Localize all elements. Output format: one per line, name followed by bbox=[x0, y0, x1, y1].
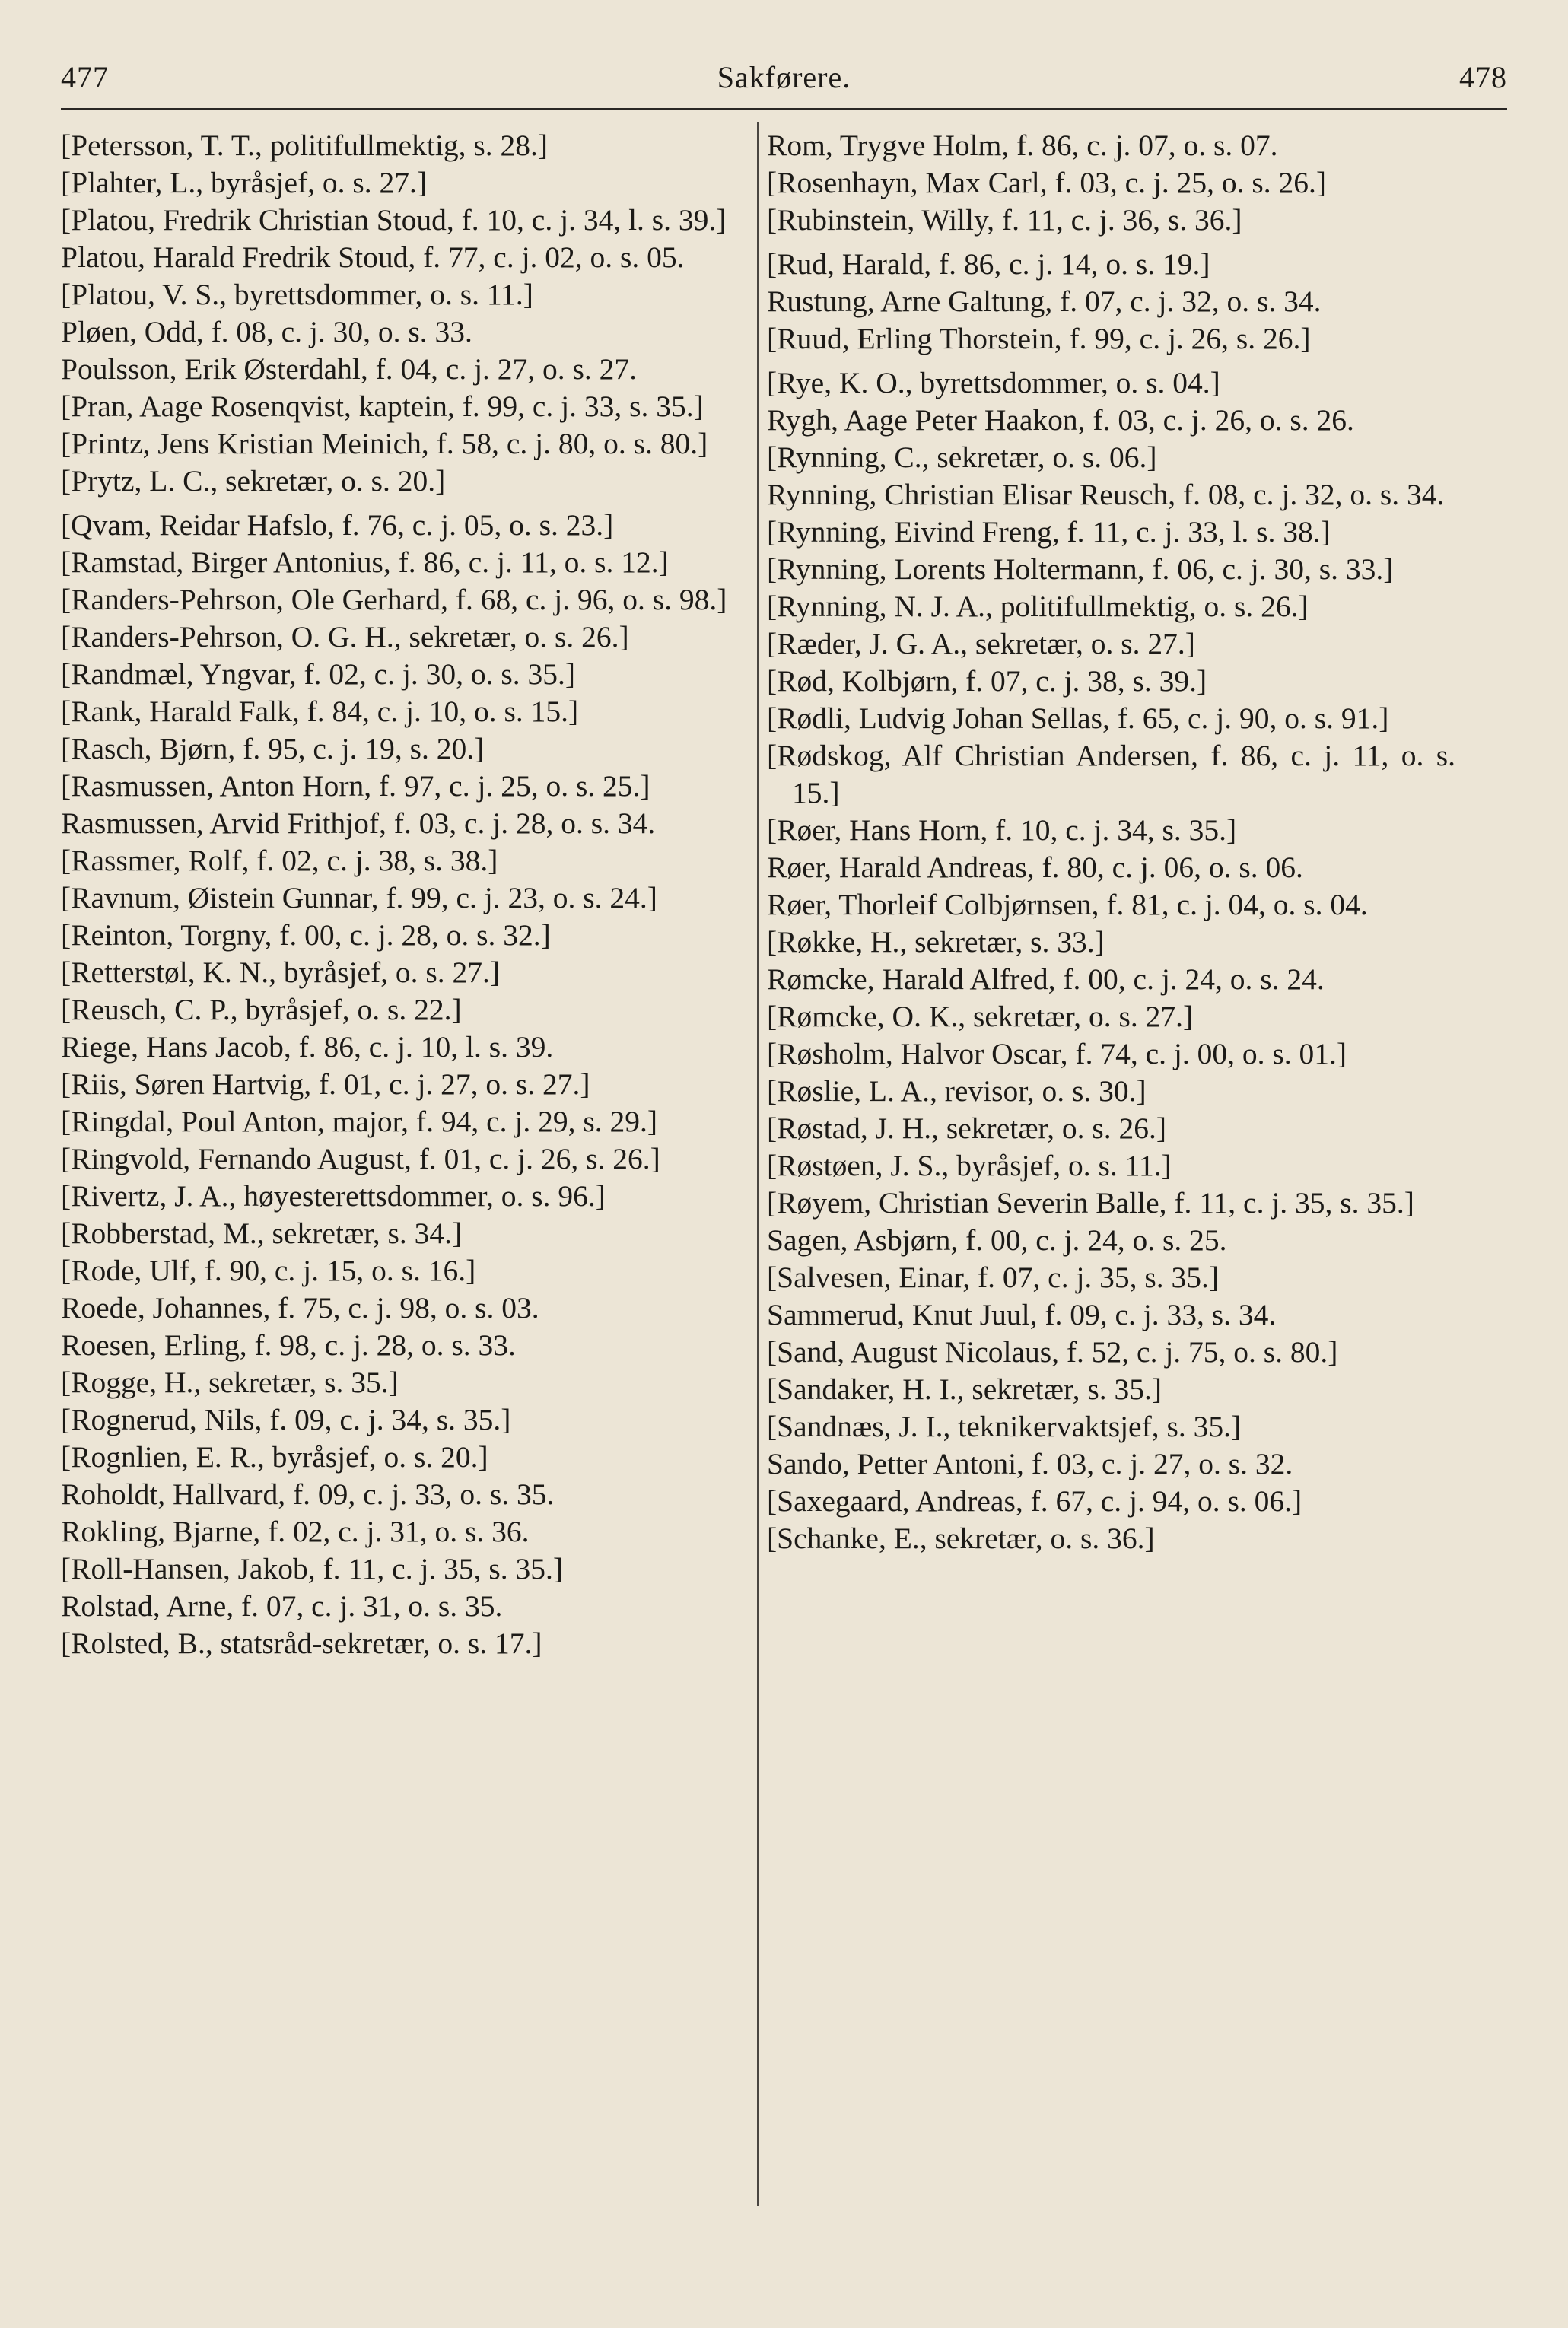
directory-entry: [Sandnæs, J. I., teknikervaktsjef, s. 35.] bbox=[767, 1410, 1242, 1443]
directory-entry: Roede, Johannes, f. 75, c. j. 98, o. s. 03. bbox=[61, 1291, 539, 1325]
directory-entry: [Rynning, N. J. A., politifullmektig, o. s. 26.] bbox=[767, 590, 1309, 623]
running-title: Sakførere. bbox=[717, 60, 851, 94]
directory-entry: [Petersson, T. T., politifullmektig, s. 28.] bbox=[61, 129, 549, 162]
page-number-left: 477 bbox=[61, 60, 109, 94]
directory-entry: Sando, Petter Antoni, f. 03, c. j. 27, o. s. 32. bbox=[767, 1447, 1293, 1480]
directory-entry: [Rassmer, Rolf, f. 02, c. j. 38, s. 38.] bbox=[61, 844, 498, 877]
directory-entry: [Robberstad, M., sekretær, s. 34.] bbox=[61, 1216, 463, 1250]
directory-entry: [Roll-Hansen, Jakob, f. 11, c. j. 35, s. 35.] bbox=[61, 1552, 564, 1585]
directory-entry: [Salvesen, Einar, f. 07, c. j. 35, s. 35.] bbox=[767, 1261, 1220, 1294]
directory-entry: [Røyem, Christian Severin Balle, f. 11, c. j. 35, s. 35.] bbox=[767, 1186, 1414, 1220]
directory-entry: [Rolsted, B., statsråd-sekretær, o. s. 17.] bbox=[61, 1627, 542, 1660]
directory-entry: [Rogge, H., sekretær, s. 35.] bbox=[61, 1366, 399, 1399]
directory-entry: [Ramstad, Birger Antonius, f. 86, c. j. 11, o. s. 12.] bbox=[61, 545, 669, 579]
directory-entry: Røer, Thorleif Colbjørnsen, f. 81, c. j. 04, o. s. 04. bbox=[767, 888, 1368, 921]
header-rule bbox=[61, 108, 1507, 110]
directory-entry: [Rognerud, Nils, f. 09, c. j. 34, s. 35.] bbox=[61, 1403, 511, 1436]
directory-entry: [Schanke, E., sekretær, o. s. 36.] bbox=[767, 1522, 1155, 1555]
directory-entry: [Røkke, H., sekretær, s. 33.] bbox=[767, 925, 1105, 959]
directory-entry: [Rivertz, J. A., høyesterettsdommer, o. s. 96.] bbox=[61, 1179, 606, 1213]
directory-entry: [Rødli, Ludvig Johan Sellas, f. 65, c. j. 90, o. s. 91.] bbox=[767, 701, 1389, 735]
directory-entry: [Retterstøl, K. N., byråsjef, o. s. 27.] bbox=[61, 956, 501, 989]
directory-entry: [Sandaker, H. I., sekretær, s. 35.] bbox=[767, 1372, 1162, 1406]
directory-entry: [Røsholm, Halvor Oscar, f. 74, c. j. 00, o. s. 01.] bbox=[767, 1037, 1347, 1070]
directory-entry: [Rye, K. O., byrettsdommer, o. s. 04.] bbox=[767, 366, 1220, 399]
directory-entry: Rygh, Aage Peter Haakon, f. 03, c. j. 26, o. s. 26. bbox=[767, 403, 1354, 437]
directory-entry: [Ringvold, Fernando August, f. 01, c. j. 26, s. 26.] bbox=[61, 1142, 660, 1175]
directory-entry: Rokling, Bjarne, f. 02, c. j. 31, o. s. 36. bbox=[61, 1515, 530, 1548]
directory-entry: Roholdt, Hallvard, f. 09, c. j. 33, o. s. 35. bbox=[61, 1477, 555, 1511]
directory-entry: [Rød, Kolbjørn, f. 07, c. j. 38, s. 39.] bbox=[767, 664, 1207, 698]
directory-entry: Rolstad, Arne, f. 07, c. j. 31, o. s. 35. bbox=[61, 1589, 503, 1623]
directory-entry: [Platou, V. S., byrettsdommer, o. s. 11.] bbox=[61, 278, 533, 311]
directory-entry: Pløen, Odd, f. 08, c. j. 30, o. s. 33. bbox=[61, 315, 472, 348]
directory-entry: [Pran, Aage Rosenqvist, kaptein, f. 99, c. j. 33, s. 35.] bbox=[61, 390, 704, 423]
directory-entry: [Sand, August Nicolaus, f. 52, c. j. 75, o. s. 80.] bbox=[767, 1335, 1338, 1369]
directory-entry: Rasmussen, Arvid Frithjof, f. 03, c. j. 28, o. s. 34. bbox=[61, 806, 656, 840]
right-column bbox=[767, 127, 1455, 1557]
directory-entry: [Ruud, Erling Thorstein, f. 99, c. j. 26, s. 26.] bbox=[767, 322, 1311, 355]
column-divider bbox=[757, 122, 759, 2206]
directory-entry: [Randmæl, Yngvar, f. 02, c. j. 30, o. s. 35.] bbox=[61, 657, 576, 691]
directory-entry: Røer, Harald Andreas, f. 80, c. j. 06, o. s. 06. bbox=[767, 851, 1303, 884]
left-column bbox=[61, 127, 749, 1662]
directory-entry: [Riis, Søren Hartvig, f. 01, c. j. 27, o. s. 27.] bbox=[61, 1067, 590, 1101]
directory-entry: [Prytz, L. C., sekretær, o. s. 20.] bbox=[61, 464, 446, 498]
directory-entry: [Reinton, Torgny, f. 00, c. j. 28, o. s. 32.] bbox=[61, 918, 551, 952]
directory-entry: [Ravnum, Øistein Gunnar, f. 99, c. j. 23, o. s. 24.] bbox=[61, 881, 657, 914]
directory-entry: [Rasch, Bjørn, f. 95, c. j. 19, s. 20.] bbox=[61, 732, 485, 765]
directory-entry: [Rode, Ulf, f. 90, c. j. 15, o. s. 16.] bbox=[61, 1254, 476, 1287]
directory-entry: [Rømcke, O. K., sekretær, o. s. 27.] bbox=[767, 1000, 1194, 1033]
directory-entry: [Rynning, C., sekretær, o. s. 06.] bbox=[767, 440, 1157, 474]
directory-entry: [Reusch, C. P., byråsjef, o. s. 22.] bbox=[61, 993, 462, 1026]
page-number-right: 478 bbox=[1459, 60, 1507, 94]
directory-entry: [Rødskog, Alf Christian Andersen, f. 86, c. j. 11, o. s. 15.] bbox=[767, 739, 1455, 809]
directory-entry: [Røer, Hans Horn, f. 10, c. j. 34, s. 35.] bbox=[767, 813, 1237, 847]
directory-entry: [Plahter, L., byråsjef, o. s. 27.] bbox=[61, 166, 428, 199]
directory-entry: Rom, Trygve Holm, f. 86, c. j. 07, o. s. 07. bbox=[767, 129, 1278, 162]
directory-entry: [Røstad, J. H., sekretær, o. s. 26.] bbox=[767, 1112, 1167, 1145]
directory-entry: Rynning, Christian Elisar Reusch, f. 08, c. j. 32, o. s. 34. bbox=[767, 478, 1445, 511]
directory-entry: [Randers-Pehrson, Ole Gerhard, f. 68, c. j. 96, o. s. 98.] bbox=[61, 583, 727, 616]
directory-entry: Riege, Hans Jacob, f. 86, c. j. 10, l. s. 39. bbox=[61, 1030, 554, 1064]
directory-entry: Roesen, Erling, f. 98, c. j. 28, o. s. 33. bbox=[61, 1328, 516, 1362]
directory-entry: [Rosenhayn, Max Carl, f. 03, c. j. 25, o. s. 26.] bbox=[767, 166, 1327, 199]
directory-entry: [Røstøen, J. S., byråsjef, o. s. 11.] bbox=[767, 1149, 1172, 1182]
directory-entry: [Randers-Pehrson, O. G. H., sekretær, o. s. 26.] bbox=[61, 620, 629, 654]
directory-entry: [Printz, Jens Kristian Meinich, f. 58, c. j. 80, o. s. 80.] bbox=[61, 427, 708, 460]
page-header bbox=[61, 55, 1507, 100]
directory-entry: [Rynning, Lorents Holtermann, f. 06, c. j. 30, s. 33.] bbox=[767, 552, 1394, 586]
directory-entry: Poulsson, Erik Østerdahl, f. 04, c. j. 27, o. s. 27. bbox=[61, 352, 638, 386]
directory-entry: [Rasmussen, Anton Horn, f. 97, c. j. 25, o. s. 25.] bbox=[61, 769, 650, 803]
directory-entry: Rømcke, Harald Alfred, f. 00, c. j. 24, o. s. 24. bbox=[767, 962, 1325, 996]
directory-entry: [Saxegaard, Andreas, f. 67, c. j. 94, o. s. 06.] bbox=[767, 1484, 1302, 1518]
directory-entry: [Rubinstein, Willy, f. 11, c. j. 36, s. 36.] bbox=[767, 203, 1242, 237]
directory-entry: [Ringdal, Poul Anton, major, f. 94, c. j. 29, s. 29.] bbox=[61, 1105, 657, 1138]
directory-entry: [Røslie, L. A., revisor, o. s. 30.] bbox=[767, 1074, 1147, 1108]
directory-entry: Rustung, Arne Galtung, f. 07, c. j. 32, o. s. 34. bbox=[767, 285, 1322, 318]
directory-entry: Sammerud, Knut Juul, f. 09, c. j. 33, s. 34. bbox=[767, 1298, 1277, 1331]
directory-entry: [Rud, Harald, f. 86, c. j. 14, o. s. 19.] bbox=[767, 247, 1210, 281]
directory-entry: [Qvam, Reidar Hafslo, f. 76, c. j. 05, o. s. 23.] bbox=[61, 508, 614, 542]
directory-entry: Platou, Harald Fredrik Stoud, f. 77, c. j. 02, o. s. 05. bbox=[61, 240, 685, 274]
directory-entry: [Rank, Harald Falk, f. 84, c. j. 10, o. s. 15.] bbox=[61, 695, 579, 728]
directory-entry: [Rognlien, E. R., byråsjef, o. s. 20.] bbox=[61, 1440, 488, 1474]
directory-entry: [Rynning, Eivind Freng, f. 11, c. j. 33, l. s. 38.] bbox=[767, 515, 1331, 549]
directory-entry: Sagen, Asbjørn, f. 00, c. j. 24, o. s. 25. bbox=[767, 1223, 1227, 1257]
directory-entry: [Platou, Fredrik Christian Stoud, f. 10, c. j. 34, l. s. 39.] bbox=[61, 203, 727, 237]
directory-entry: [Ræder, J. G. A., sekretær, o. s. 27.] bbox=[767, 627, 1195, 660]
